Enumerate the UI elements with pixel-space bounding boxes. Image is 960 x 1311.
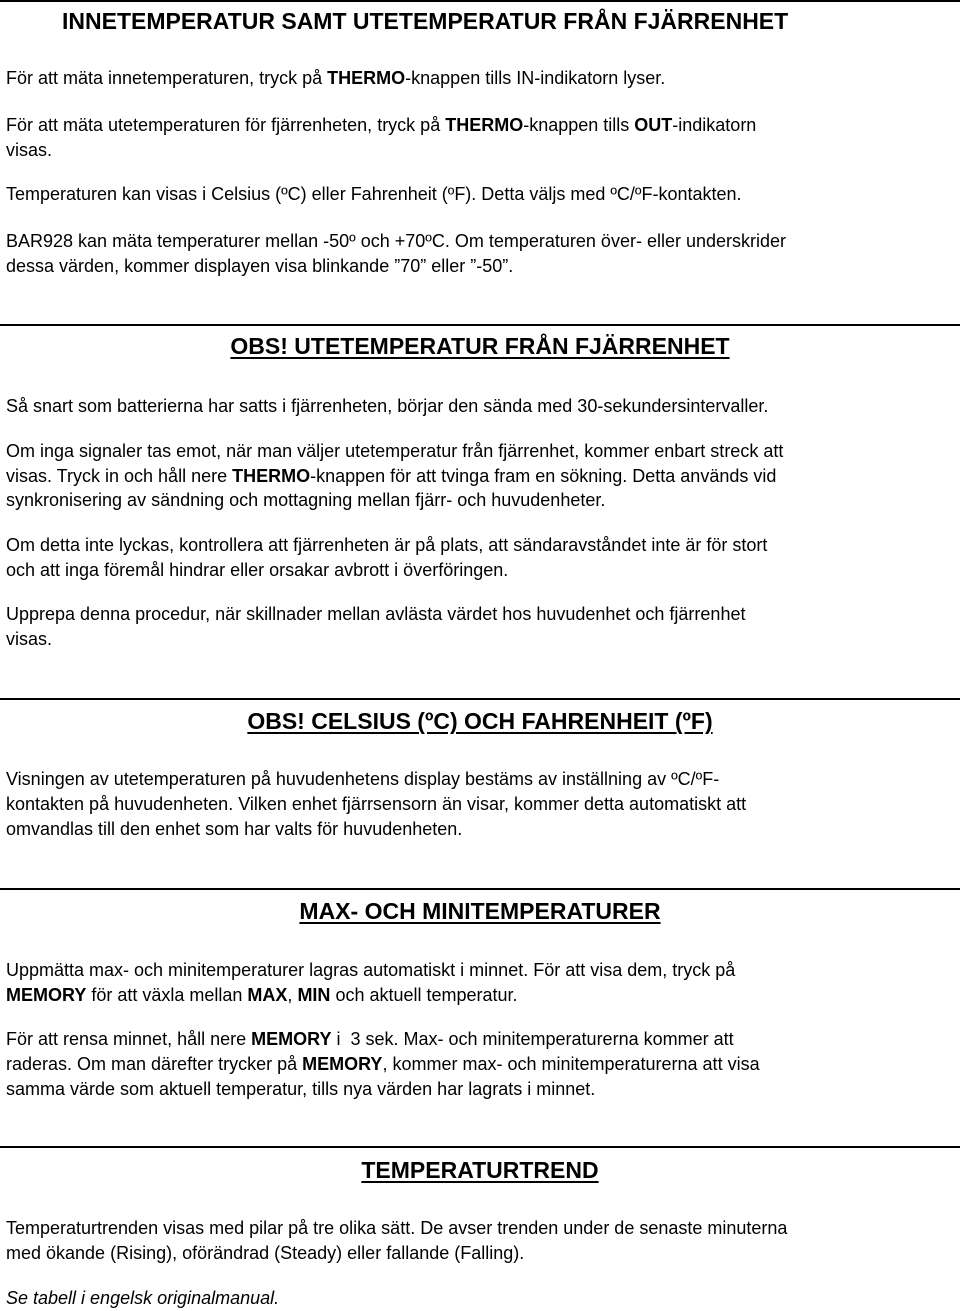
paragraph: Temperaturtrenden visas med pilar på tre olika sätt. De avser trenden under de senaste minuterna — [6, 1218, 788, 1238]
paragraph-line: visas. — [6, 629, 53, 649]
paragraph: Om detta inte lyckas, kontrollera att fjärrenheten är på plats, att sändaravståndet inte är för stort — [6, 535, 768, 555]
paragraph: Om inga signaler tas emot, när man väljer utetemperatur från fjärrenhet, kommer enbart streck att — [6, 441, 784, 461]
divider — [0, 888, 960, 890]
text: För att mäta utetemperaturen för fjärrenheten, tryck på — [6, 115, 446, 135]
divider — [0, 698, 960, 700]
paragraph-line: visas. — [6, 140, 53, 160]
paragraph-line — [6, 983, 956, 1008]
keyword: MAX — [247, 985, 288, 1005]
heading-trend: TEMPERATURTREND — [361, 1157, 599, 1183]
text: för att växla mellan — [86, 985, 248, 1005]
text: -knappen tills IN-indikatorn lyser. — [405, 68, 666, 88]
keyword: MEMORY — [251, 1029, 332, 1049]
text: visas. Tryck in och håll nere — [6, 466, 233, 486]
note: Se tabell i engelsk originalmanual. — [6, 1288, 280, 1308]
keyword: OUT — [634, 115, 673, 135]
paragraph: BAR928 kan mäta temperaturer mellan -50º och +70ºC. Om temperaturen över- eller underskrider — [6, 231, 787, 251]
text: och aktuell temperatur. — [330, 985, 518, 1005]
keyword: THERMO — [445, 115, 524, 135]
text: , kommer max- och minitemperaturerna att visa — [382, 1054, 760, 1074]
paragraph — [6, 66, 956, 91]
keyword: THERMO — [327, 68, 406, 88]
paragraph-line: dessa värden, kommer displayen visa blinkande ”70” eller ”-50”. — [6, 256, 514, 276]
keyword: MIN — [297, 985, 331, 1005]
text: -knappen tills — [523, 115, 635, 135]
text: För att mäta innetemperaturen, tryck på — [6, 68, 328, 88]
text: i 3 sek. Max- och minitemperaturerna kommer att — [331, 1029, 734, 1049]
keyword: THERMO — [232, 466, 311, 486]
paragraph-line: omvandlas till den enhet som har valts för huvudenheten. — [6, 819, 463, 839]
divider — [0, 324, 960, 326]
paragraph-line: kontakten på huvudenheten. Vilken enhet fjärrsensorn än visar, kommer detta automatiskt att — [6, 794, 747, 814]
paragraph-line — [6, 1052, 956, 1077]
paragraph: Uppmätta max- och minitemperaturer lagras automatiskt i minnet. För att visa dem, tryck på — [6, 960, 736, 980]
keyword: MEMORY — [302, 1054, 383, 1074]
heading-inne-ute: INNETEMPERATUR SAMT UTETEMPERATUR FRÅN FJÄRRENHET — [62, 8, 789, 34]
paragraph-line: och att inga föremål hindrar eller orsakar avbrott i överföringen. — [6, 560, 509, 580]
text: -indikatorn — [672, 115, 757, 135]
heading-max-min: MAX- OCH MINITEMPERATURER — [299, 898, 661, 924]
paragraph: Upprepa denna procedur, när skillnader mellan avlästa värdet hos huvudenhet och fjärrenhet — [6, 604, 746, 624]
heading-obs-ute: OBS! UTETEMPERATUR FRÅN FJÄRRENHET — [230, 333, 730, 359]
paragraph — [6, 1027, 956, 1052]
paragraph: Visningen av utetemperaturen på huvudenhetens display bestäms av inställning av ºC/ºF- — [6, 769, 720, 789]
top-rule — [0, 0, 960, 2]
paragraph: Så snart som batterierna har satts i fjärrenheten, börjar den sända med 30-sekundersintervaller. — [6, 396, 769, 416]
paragraph: Temperaturen kan visas i Celsius (ºC) eller Fahrenheit (ºF). Detta väljs med ºC/ºF-kontakten. — [6, 184, 742, 204]
keyword: MEMORY — [6, 985, 87, 1005]
divider — [0, 1146, 960, 1148]
text: För att rensa minnet, håll nere — [6, 1029, 252, 1049]
text: -knappen för att tvinga fram en sökning. Detta används vid — [310, 466, 777, 486]
text: , — [287, 985, 298, 1005]
paragraph-line: samma värde som aktuell temperatur, tills nya värden har lagrats i minnet. — [6, 1079, 596, 1099]
heading-obs-celsius: OBS! CELSIUS (ºC) OCH FAHRENHEIT (ºF) — [247, 708, 713, 734]
paragraph-line: synkronisering av sändning och mottagning mellan fjärr- och huvudenheter. — [6, 490, 606, 510]
paragraph-line — [6, 464, 956, 489]
paragraph-line: med ökande (Rising), oförändrad (Steady) eller fallande (Falling). — [6, 1243, 525, 1263]
text: raderas. Om man därefter trycker på — [6, 1054, 303, 1074]
paragraph — [6, 113, 956, 138]
